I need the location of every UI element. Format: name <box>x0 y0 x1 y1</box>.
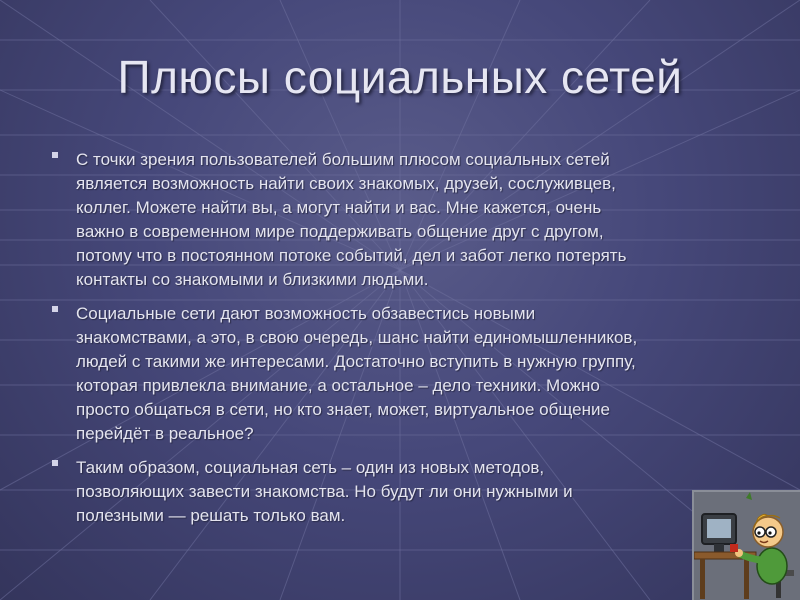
bullet-marker-icon <box>52 152 58 158</box>
bullet-text: С точки зрения пользователей большим плюсом социальных сетей является возможность найти своих знакомых, друзей, сослуживцев, коллег. Можете найти вы, а могут найти и вас. Мне кажется, очень важно в современном мире поддерживать общение друг с другом, потому что в постоянном потоке событий, дел и забот легко потерять контакты со знакомыми и близкими людьми. <box>76 150 627 289</box>
bullet-item <box>48 302 748 446</box>
slide-title: Плюсы социальных сетей <box>117 51 683 103</box>
bullet-text: Таким образом, социальная сеть – один из новых методов, позволяющих завести знакомства. Но будут ли они нужными и полезными — решать только вам. <box>76 458 573 525</box>
bullet-list <box>48 148 748 538</box>
bullet-marker-icon <box>52 306 58 312</box>
cartoon-computer-user-illustration <box>692 490 800 600</box>
bullet-item <box>48 456 748 528</box>
bullet-item <box>48 148 748 292</box>
bullet-marker-icon <box>52 460 58 466</box>
bullet-text: Социальные сети дают возможность обзавестись новыми знакомствами, а это, в свою очередь, шанс найти единомышленников, людей с такими же интересами. Достаточно вступить в нужную группу, которая привлекла внимание, а остальное – дело техники. Можно просто общаться в сети, но кто знает, может, виртуальное общение перейдёт в реальное? <box>76 304 638 443</box>
